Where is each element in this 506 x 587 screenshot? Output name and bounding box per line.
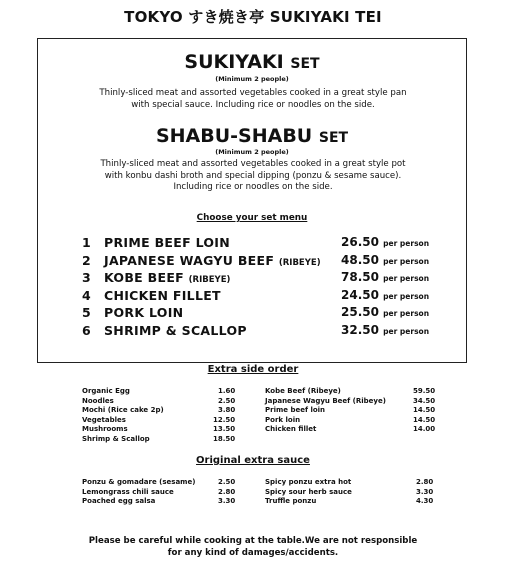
menu-name-text: SHRIMP & SCALLOP — [104, 322, 247, 338]
extra-side-item — [82, 435, 237, 445]
sukiyaki-title-main: SUKIYAKI — [184, 51, 284, 73]
menu-note: (RIBEYE) — [188, 275, 231, 286]
item-price: 3.30 — [416, 487, 434, 496]
menu-price — [341, 270, 429, 284]
item-price: 3.80 — [218, 406, 236, 414]
set-menu-item — [82, 323, 432, 341]
extra-side-item — [82, 425, 237, 435]
price-value: 48.50 — [341, 252, 379, 267]
price-value: 24.50 — [341, 287, 379, 302]
sukiyaki-desc-line: with special sauce. Including rice or noodles on the side. — [131, 99, 375, 110]
menu-name — [104, 305, 183, 320]
item-price: 59.50 — [413, 387, 436, 395]
set-menu-item — [82, 288, 432, 306]
menu-name — [104, 288, 221, 303]
sukiyaki-desc-line: Thinly-sliced meat and assorted vegetables cooked in a great style pan — [99, 88, 407, 98]
extra-side-item — [265, 416, 445, 426]
shabu-desc-line: with konbu dashi broth and special dipping (ponzu & sesame sauce). — [104, 170, 402, 181]
item-price: 34.50 — [413, 396, 436, 405]
item-name: Chicken fillet — [265, 425, 317, 433]
item-price: 3.30 — [218, 497, 236, 505]
extra-sauce-item — [82, 488, 237, 498]
extra-sauce-item — [82, 478, 237, 488]
price-unit: per person — [383, 274, 430, 284]
item-name: Truffle ponzu — [265, 497, 317, 505]
menu-price — [341, 305, 429, 319]
set-menu-box — [37, 38, 467, 363]
footer-line: for any kind of damages/accidents. — [167, 547, 339, 558]
item-price: 2.80 — [416, 478, 434, 486]
price-value: 25.50 — [341, 305, 379, 320]
item-price: 2.50 — [218, 478, 236, 486]
item-price: 13.50 — [213, 425, 236, 433]
extra-side-item — [265, 387, 445, 397]
price-value: 32.50 — [341, 322, 379, 337]
shabu-title-suffix: SET — [318, 130, 349, 146]
price-unit: per person — [383, 326, 430, 336]
extra-sauce-item — [265, 478, 445, 488]
extra-side-item — [265, 425, 445, 435]
extra-side-item — [265, 406, 445, 416]
menu-name-text: CHICKEN FILLET — [104, 287, 221, 303]
restaurant-title: TOKYO すき焼き亭 SUKIYAKI TEI — [124, 8, 382, 26]
menu-name-text: JAPANESE WAGYU BEEF — [104, 252, 275, 268]
price-value: 78.50 — [341, 270, 379, 285]
item-name: Ponzu & gomadare (sesame) — [82, 478, 196, 486]
item-name: Pork loin — [265, 415, 301, 424]
extra-sauce-right-column — [265, 478, 445, 507]
extra-sauce-item — [82, 497, 237, 507]
menu-price — [341, 323, 429, 337]
sukiyaki-minimum: (Minimum 2 people) — [215, 75, 289, 83]
menu-price — [341, 235, 429, 249]
set-menu-list — [82, 235, 432, 341]
item-price: 14.50 — [413, 415, 436, 424]
menu-note: (RIBEYE) — [278, 257, 321, 268]
sukiyaki-title-suffix: SET — [290, 56, 320, 72]
extra-side-item — [82, 406, 237, 416]
shabu-description — [58, 159, 448, 194]
extra-sauce-item — [265, 497, 445, 507]
menu-name-text: PRIME BEEF LOIN — [104, 235, 231, 250]
menu-name — [104, 235, 230, 250]
set-menu-item — [82, 253, 432, 271]
item-name: Organic Egg — [82, 387, 130, 395]
item-name: Vegetables — [82, 415, 126, 424]
price-unit: per person — [383, 239, 430, 248]
menu-name — [104, 253, 321, 268]
price-unit: per person — [383, 291, 430, 301]
menu-number: 6 — [82, 322, 91, 338]
price-value: 26.50 — [341, 235, 379, 249]
shabu-desc-line: Including rice or noodles on the side. — [173, 182, 333, 192]
item-name: Japanese Wagyu Beef (Ribeye) — [265, 396, 386, 405]
item-price: 2.50 — [218, 396, 236, 405]
item-name: Mushrooms — [82, 425, 128, 433]
item-price: 4.30 — [416, 497, 434, 505]
set-menu-item — [82, 270, 432, 288]
menu-number: 1 — [82, 235, 91, 250]
sukiyaki-title — [38, 51, 466, 75]
item-name: Spicy ponzu extra hot — [265, 478, 352, 486]
item-name: Kobe Beef (Ribeye) — [265, 387, 341, 395]
price-unit: per person — [383, 309, 430, 319]
shabu-title-main: SHABU-SHABU — [155, 125, 313, 147]
extra-side-title: Extra side order — [207, 364, 299, 375]
set-menu-item — [82, 305, 432, 323]
item-name: Lemongrass chili sauce — [82, 487, 174, 496]
item-price: 1.60 — [218, 387, 236, 395]
menu-price — [341, 288, 429, 302]
shabu-title — [38, 125, 466, 149]
extra-sauce-title: Original extra sauce — [196, 455, 310, 466]
menu-name-text: PORK LOIN — [104, 305, 184, 321]
item-price: 18.50 — [213, 434, 236, 443]
choose-set-label: Choose your set menu — [196, 213, 308, 223]
extra-side-item — [82, 397, 237, 407]
extra-side-item — [82, 416, 237, 426]
set-menu-item — [82, 235, 432, 253]
shabu-desc-line: Thinly-sliced meat and assorted vegetables cooked in a great style pot — [100, 159, 406, 169]
item-name: Noodles — [82, 396, 114, 405]
item-price: 2.80 — [218, 487, 236, 496]
menu-name — [104, 323, 247, 338]
menu-number: 3 — [82, 270, 91, 286]
sukiyaki-description — [58, 88, 448, 111]
extra-side-item — [82, 387, 237, 397]
shabu-minimum: (Minimum 2 people) — [215, 148, 289, 156]
extra-side-left-column — [82, 387, 237, 444]
menu-price — [341, 253, 429, 267]
menu-number: 5 — [82, 305, 91, 321]
menu-name — [104, 270, 230, 285]
footer-disclaimer — [0, 536, 506, 559]
extra-sauce-left-column — [82, 478, 237, 507]
item-name: Prime beef loin — [265, 406, 326, 414]
extra-side-item — [265, 397, 445, 407]
item-price: 12.50 — [213, 415, 236, 424]
item-name: Mochi (Rice cake 2p) — [82, 406, 164, 414]
menu-name-text: KOBE BEEF — [104, 270, 185, 286]
item-price: 14.50 — [413, 406, 436, 414]
item-name: Spicy sour herb sauce — [265, 487, 352, 496]
extra-side-right-column — [265, 387, 445, 435]
menu-number: 4 — [82, 287, 91, 303]
extra-sauce-item — [265, 488, 445, 498]
item-name: Shrimp & Scallop — [82, 434, 150, 443]
footer-line: Please be careful while cooking at the table.We are not responsible — [88, 536, 418, 546]
price-unit: per person — [383, 256, 430, 266]
item-name: Poached egg salsa — [82, 497, 156, 505]
menu-number: 2 — [82, 252, 91, 268]
item-price: 14.00 — [413, 425, 436, 433]
